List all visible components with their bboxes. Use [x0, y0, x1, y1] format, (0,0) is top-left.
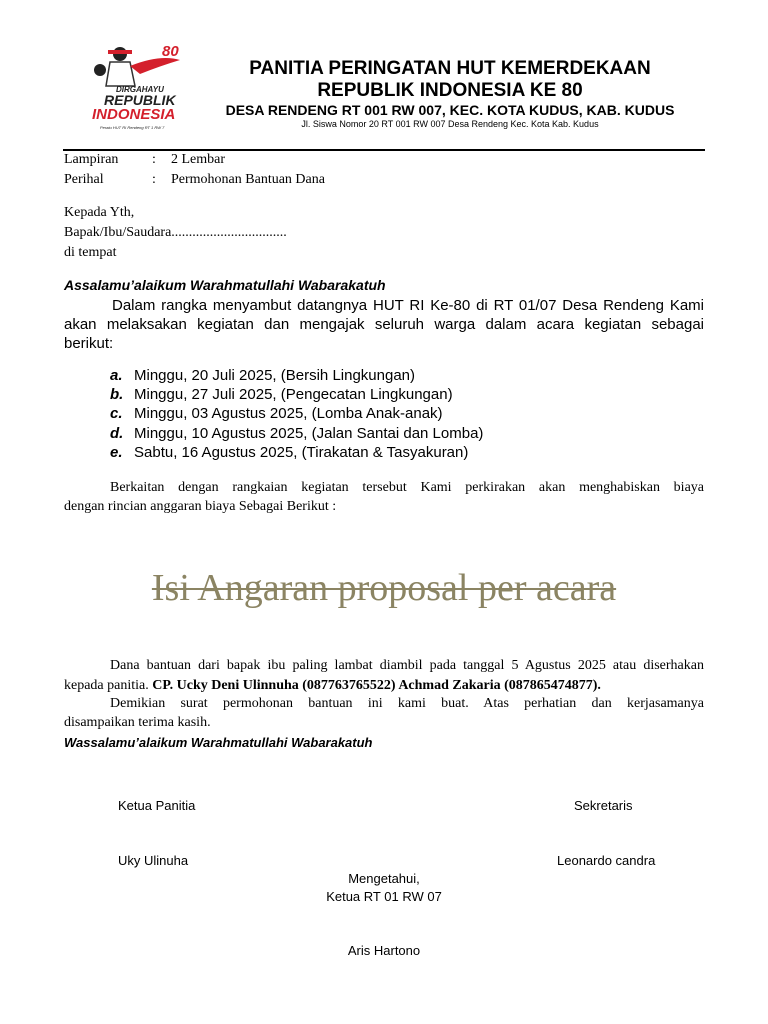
org-title-line1: PANITIA PERINGATAN HUT KEMERDEKAAN: [249, 58, 651, 79]
closing-line1: Demikian surat permohonan bantuan ini kami buat. Atas perhatian dan kerjasamanya: [110, 696, 704, 711]
lampiran-label: Lampiran: [64, 152, 119, 167]
intro-line3: berikut:: [64, 335, 114, 352]
contact-persons: CP. Ucky Deni Ulinnuha (087763765522) Achmad Zakaria (087865474877).: [152, 678, 601, 693]
budget-intro-line2: dengan rincian anggaran biaya Sebagai Berikut :: [64, 499, 337, 514]
perihal-label: Perihal: [64, 172, 104, 187]
perihal-separator: :: [152, 172, 156, 187]
deadline-line2-text: kepada panitia.: [64, 678, 153, 693]
secretary-name: Leonardo candra: [557, 853, 656, 868]
list-item: [110, 367, 415, 384]
list-text: Minggu, 20 Juli 2025, (Bersih Lingkungan): [134, 367, 416, 384]
farewell: Wassalamu’alaikum Warahmatullahi Wabarakatuh: [64, 735, 373, 750]
secretary-title: Sekretaris: [574, 798, 633, 813]
deadline-line2: [64, 678, 601, 694]
greeting: Assalamu’alaikum Warahmatullahi Wabarakatuh: [64, 277, 386, 293]
logo-dirgahayu: DIRGAHAYU: [116, 85, 164, 94]
dirgahayu-80-logo: [80, 40, 200, 135]
acknowledge-label: Mengetahui,: [348, 871, 420, 886]
recipient-line1: Kepada Yth,: [64, 205, 135, 220]
logo-indonesia: INDONESIA: [92, 106, 176, 123]
list-marker: b.: [110, 386, 124, 403]
list-text: Minggu, 27 Juli 2025, (Pengecatan Lingkungan): [134, 386, 453, 403]
logo-graphic: [80, 40, 200, 135]
header-divider: [63, 149, 705, 151]
logo-80: 80: [162, 43, 179, 60]
lampiran-value: 2 Lembar: [171, 152, 226, 167]
intro-line2: akan melaksakan kegiatan dan mengajak seluruh warga dalam acara kegiatan sebagai: [64, 316, 704, 333]
list-text: Minggu, 03 Agustus 2025, (Lomba Anak-anak): [134, 405, 443, 422]
list-marker: d.: [110, 425, 124, 442]
list-marker: a.: [110, 367, 123, 384]
logo-flag-wave: [130, 58, 180, 74]
chair-title: Ketua Panitia: [118, 798, 196, 813]
meta-lampiran: [64, 152, 464, 170]
list-item: [110, 444, 468, 461]
logo-tagline: Peratu HUT RI Rendeng RT 1 RW 7: [100, 125, 165, 130]
recipient-line3: di tempat: [64, 245, 117, 260]
intro-line1: Dalam rangka menyambut datangnya HUT RI Ke-80 di RT 01/07 Desa Rendeng Kami: [112, 297, 704, 314]
list-item: [110, 425, 483, 442]
org-title-line2: REPUBLIK INDONESIA KE 80: [317, 80, 583, 101]
list-item: [110, 386, 453, 403]
list-text: Minggu, 10 Agustus 2025, (Jalan Santai dan Lomba): [134, 425, 484, 442]
org-street-address: Jl. Siswa Nomor 20 RT 001 RW 007 Desa Rendeng Kec. Kota Kab. Kudus: [301, 119, 599, 129]
list-item: [110, 405, 443, 422]
budget-placeholder: Isi Angaran proposal per acara: [151, 567, 617, 609]
rt-name: Aris Hartono: [347, 943, 421, 958]
org-address-line: DESA RENDENG RT 001 RW 007, KEC. KOTA KUDUS, KAB. KUDUS: [225, 102, 675, 118]
closing-line2: disampaikan terima kasih.: [64, 715, 211, 730]
logo-headband: [108, 50, 132, 54]
chair-name: Uky Ulinuha: [118, 853, 189, 868]
logo-body: [106, 62, 135, 86]
logo-fist: [94, 64, 106, 76]
perihal-value: Permohonan Bantuan Dana: [171, 172, 325, 187]
list-marker: e.: [110, 444, 123, 461]
deadline-line1: Dana bantuan dari bapak ibu paling lambat diambil pada tanggal 5 Agustus 2025 atau diserhakan: [110, 658, 704, 673]
logo-republik: REPUBLIK: [104, 92, 176, 108]
budget-intro-line1: Berkaitan dengan rangkaian kegiatan tersebut Kami perkirakan akan menghabiskan biaya: [110, 480, 704, 495]
recipient-line2: Bapak/Ibu/Saudara.................................: [64, 225, 287, 240]
meta-perihal: [64, 172, 464, 190]
rt-title: Ketua RT 01 RW 07: [326, 889, 442, 904]
lampiran-separator: :: [152, 152, 156, 167]
list-marker: c.: [110, 405, 123, 422]
list-text: Sabtu, 16 Agustus 2025, (Tirakatan & Tasyakuran): [134, 444, 469, 461]
